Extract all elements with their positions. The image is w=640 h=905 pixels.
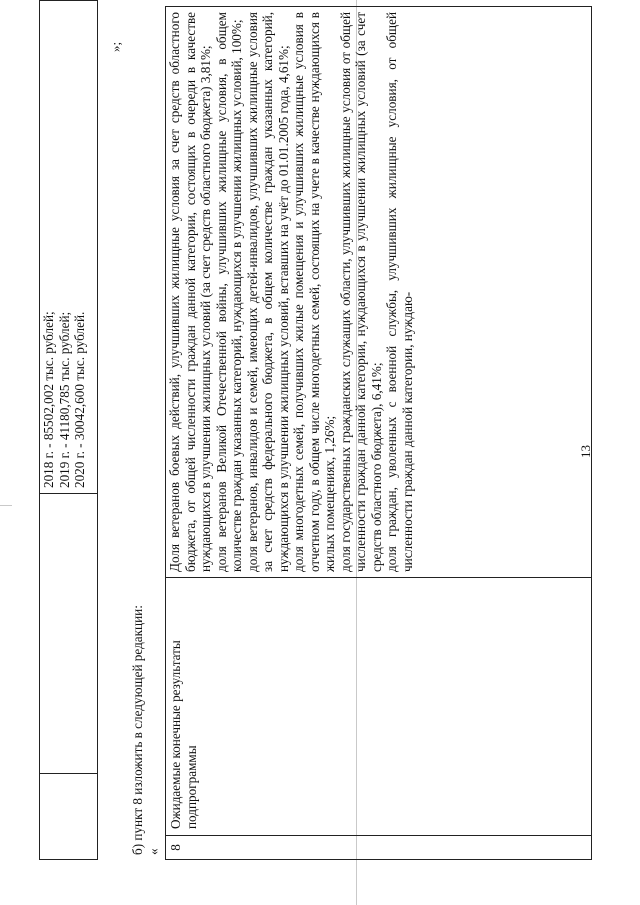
- results-table: [165, 6, 592, 860]
- funding-table-number-cell: [40, 773, 97, 859]
- row-content: [166, 7, 591, 577]
- result-paragraph: доля ветеранов Великой Отечественной войны, улучшивших жилищные условия, в общем количестве граждан указанных категорий, нуждающихся в улучшении жилищных условий, 100%;: [213, 12, 244, 572]
- scan-artifact-line: [0, 505, 12, 506]
- result-paragraph: доля ветеранов, инвалидов и семей, имеющих детей-инвалидов, улучшивших жилищные условия за счет средств федерального бюджета, в общем количестве граждан указанных категорий, нуждающихся в улучшении жилищных условий, вставших на учёт до 01.01.2005 года, 4,61%;: [244, 12, 291, 572]
- closing-quote: »;: [108, 41, 123, 52]
- opening-quote: «: [145, 848, 161, 855]
- row-label: Ожидаемые конечные результаты подпрограммы: [166, 577, 591, 835]
- result-paragraph: доля многодетных семей, получивших жилые помещения и улучшивших жилищные условия в отчетном году, в общем числе многодетных семей, состоящих на учете в качестве нуждающихся в жилых помещениях, 1,26%;: [291, 12, 337, 572]
- result-paragraph: Доля ветеранов боевых действий, улучшивших жилищные условия за счет средств областного бюджета, от общей численности граждан данной категории, состоящих в очереди в качестве нуждающихся в улучшении жилищных условий (за счет средств областного бюджета) 3,81%;: [167, 12, 213, 572]
- funding-line: 2020 г. - 30042,600 тыс. рублей.: [72, 311, 87, 488]
- funding-line: 2018 г. - 85502,002 тыс. рублей;: [41, 311, 56, 488]
- funding-table-values-cell: [40, 1, 99, 494]
- rotated-page: [30, 0, 630, 880]
- funding-line: 2019 г. - 41180,785 тыс. рублей;: [56, 311, 72, 488]
- amendment-intro-text: б) пункт 8 изложить в следующей редакции:: [130, 605, 145, 855]
- row-number: 8: [166, 835, 591, 859]
- result-paragraph: доля граждан, уволенных с военной службы, улучшивших жилищные условия, от общей численности граждан данной категории, нуждаю-: [384, 12, 415, 572]
- funding-table: [39, 0, 98, 860]
- amendment-intro: [130, 605, 161, 855]
- funding-table-label-cell: [40, 493, 97, 774]
- result-paragraph: доля государственных гражданских служащих области, улучшивших жилищные условия от общей численности граждан данной категории, нуждающихся в улучшении жилищных условий (за счет средств областного бюджета), 6,41%;: [337, 12, 384, 572]
- page-number: 13: [578, 445, 593, 458]
